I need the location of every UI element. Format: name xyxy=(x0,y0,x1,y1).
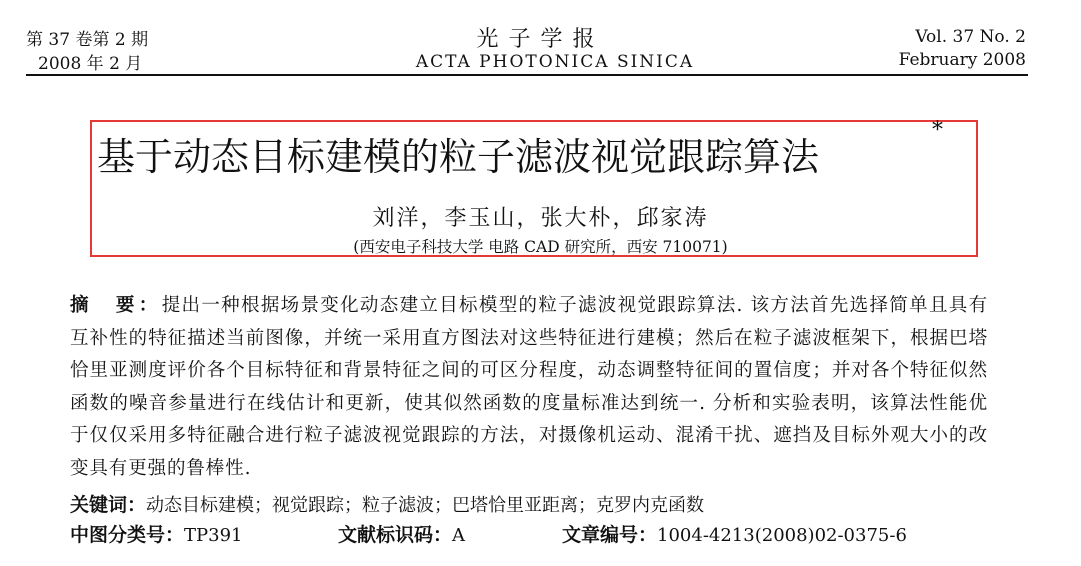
journal-name-en: ACTA PHOTONICA SINICA xyxy=(415,52,695,72)
volume-issue-en: Vol. 37 No. 2 xyxy=(915,27,1026,47)
article-title: 基于动态目标建模的粒子滤波视觉跟踪算法 xyxy=(97,135,820,179)
keywords-row xyxy=(70,490,704,517)
document-code-value: A xyxy=(452,525,466,546)
title-footnote-mark: * xyxy=(932,118,943,143)
date-cn: 2008 年 2 月 xyxy=(38,54,143,74)
keywords-value: 动态目标建模；视觉跟踪；粒子滤波；巴塔恰里亚距离；克罗内克函数 xyxy=(146,495,705,516)
date-en: February 2008 xyxy=(898,50,1026,70)
article-number-label: 文章编号： xyxy=(562,524,658,546)
keywords-label: 关键词： xyxy=(70,494,147,516)
author-list: 刘洋，李玉山，张大朴，邱家涛 xyxy=(372,206,709,231)
abstract-text: 提出一种根据场景变化动态建立目标模型的粒子滤波视觉跟踪算法. 该方法首先选择简单且具有互补性的特征描述当前图像，并统一采用直方图法对这些特征进行建模；然后在粒子滤波框架下，根据巴塔恰里亚测度评价各个目标特征和背景特征之间的可区分程度，动态调整特征间的置信度；并对各个特征似然函数的噪音参量进行在线估计和更新，使其似然函数的度量标准达到统一. 分析和实验表明，该算法性能优于仅仅采用多特征融合进行粒子滤波视觉跟踪的方法，对摄像机运动、混淆干扰、遮挡及目标外观大小的改变具有更强的鲁棒性. xyxy=(70,295,988,479)
clc-number-row xyxy=(70,520,243,547)
article-number-value: 1004-4213(2008)02-0375-6 xyxy=(657,525,907,546)
document-code-label: 文献标识码： xyxy=(338,524,453,546)
volume-issue-cn: 第 37 卷第 2 期 xyxy=(26,30,149,50)
document-code-row xyxy=(338,520,465,547)
header-rule xyxy=(26,74,1028,76)
abstract-label: 摘 要： xyxy=(70,295,162,316)
abstract xyxy=(70,290,988,486)
clc-value: TP391 xyxy=(184,525,243,546)
article-number-row xyxy=(562,520,907,547)
journal-name-cn: 光子学报 xyxy=(476,27,605,52)
author-affiliation: (西安电子科技大学 电路 CAD 研究所，西安 710071) xyxy=(353,238,728,256)
clc-label: 中图分类号： xyxy=(70,524,185,546)
